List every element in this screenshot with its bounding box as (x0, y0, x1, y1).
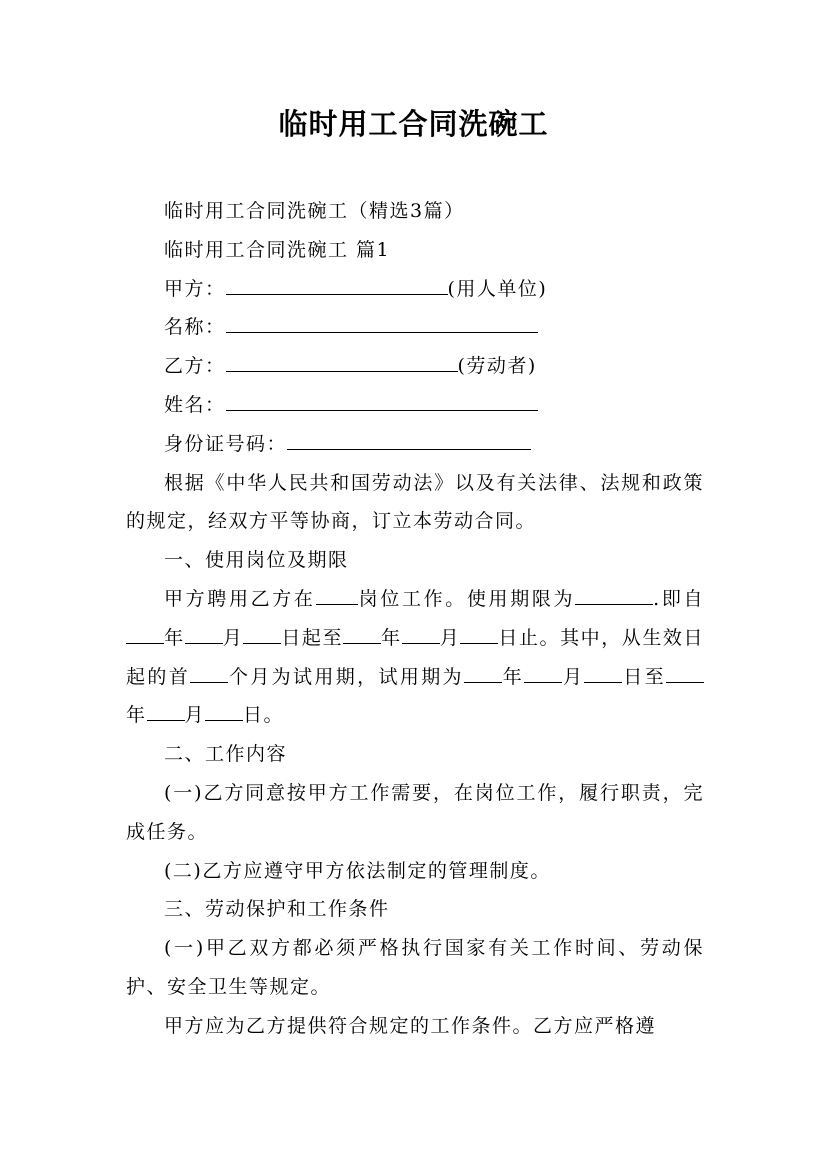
name-blank (226, 313, 538, 333)
start-month-blank (185, 624, 223, 644)
probation-end-year-blank (666, 663, 704, 683)
section-heading: 临时用工合同洗碗工 篇1 (164, 238, 391, 261)
start-day-blank (243, 624, 281, 644)
party-b-blank (226, 352, 458, 372)
probation-start-day-blank (584, 663, 622, 683)
person-name-blank (226, 391, 538, 411)
clause1-text-14: 年 (126, 704, 147, 727)
clause1-text-11: 年 (501, 665, 525, 688)
clause3-item2: 甲方应为乙方提供符合规定的工作条件。乙方应严格遵 (164, 1014, 657, 1037)
party-a-line (126, 270, 704, 309)
clause1-text-10: 个月为试用期，试用期为 (228, 665, 464, 688)
clause1-text-16: 日。 (243, 704, 285, 727)
party-b-line (126, 347, 704, 386)
id-number-line (126, 425, 704, 464)
clause3-heading: 三、劳动保护和工作条件 (164, 898, 390, 921)
end-month-blank (402, 624, 440, 644)
clause1-text-5: 月 (222, 626, 244, 649)
clause3-item1: (一)甲乙双方都必须严格执行国家有关工作时间、劳动保护、安全卫生等规定。 (126, 937, 704, 998)
party-b-label: 乙方： (164, 355, 226, 378)
id-number-blank (287, 430, 531, 450)
name-label: 名称： (164, 316, 226, 339)
probation-end-month-blank (147, 701, 185, 721)
intro-paragraph: 根据《中华人民共和国劳动法》以及有关法律、法规和政策的规定，经双方平等协商，订立本劳动合同。 (126, 471, 704, 533)
start-year-blank (126, 624, 164, 644)
party-a-suffix: (用人单位) (447, 277, 548, 300)
probation-end-day-blank (205, 701, 243, 721)
person-name-line (126, 386, 704, 425)
name-line (126, 308, 704, 347)
party-a-label: 甲方： (164, 277, 226, 300)
position-blank (316, 585, 358, 605)
clause2-item1: (一)乙方同意按甲方工作需要，在岗位工作，履行职责，完成任务。 (126, 781, 704, 843)
clause2-item2: (二)乙方应遵守甲方依法制定的管理制度。 (164, 859, 551, 882)
clause2-heading: 二、工作内容 (164, 743, 288, 766)
end-year-blank (343, 624, 381, 644)
clause1-text-6: 日起至 (281, 626, 344, 649)
person-name-label: 姓名： (164, 393, 226, 416)
clause1-text-12: 月 (562, 665, 585, 688)
clause1-text-7: 年 (381, 626, 402, 649)
clause1-text-3: .即自 (653, 587, 704, 610)
clause1-text-15: 月 (184, 704, 206, 727)
clause1-text-1: 甲方聘用乙方在 (164, 587, 316, 610)
probation-months-blank (190, 663, 228, 683)
party-b-suffix: (劳动者) (457, 355, 537, 378)
document-body (126, 192, 704, 1046)
probation-start-year-blank (464, 663, 502, 683)
probation-start-month-blank (524, 663, 562, 683)
clause1-text-8: 月 (439, 626, 461, 649)
clause1-heading: 一、使用岗位及期限 (164, 549, 349, 572)
document-title: 临时用工合同洗碗工 (278, 107, 549, 141)
id-number-label: 身份证号码： (164, 432, 288, 455)
document-subtitle: 临时用工合同洗碗工（精选3篇） (164, 200, 465, 222)
clause1-text-2: 岗位工作。使用期限为 (357, 587, 576, 610)
clause1-text-13: 日至 (622, 665, 666, 688)
end-day-blank (460, 624, 498, 644)
party-a-blank (226, 275, 448, 295)
clause1-paragraph (126, 580, 704, 735)
clause1-text-9: 日止。其中，从生效日起的首 (126, 626, 704, 688)
term-blank (575, 585, 653, 605)
clause1-text-4: 年 (164, 626, 185, 649)
